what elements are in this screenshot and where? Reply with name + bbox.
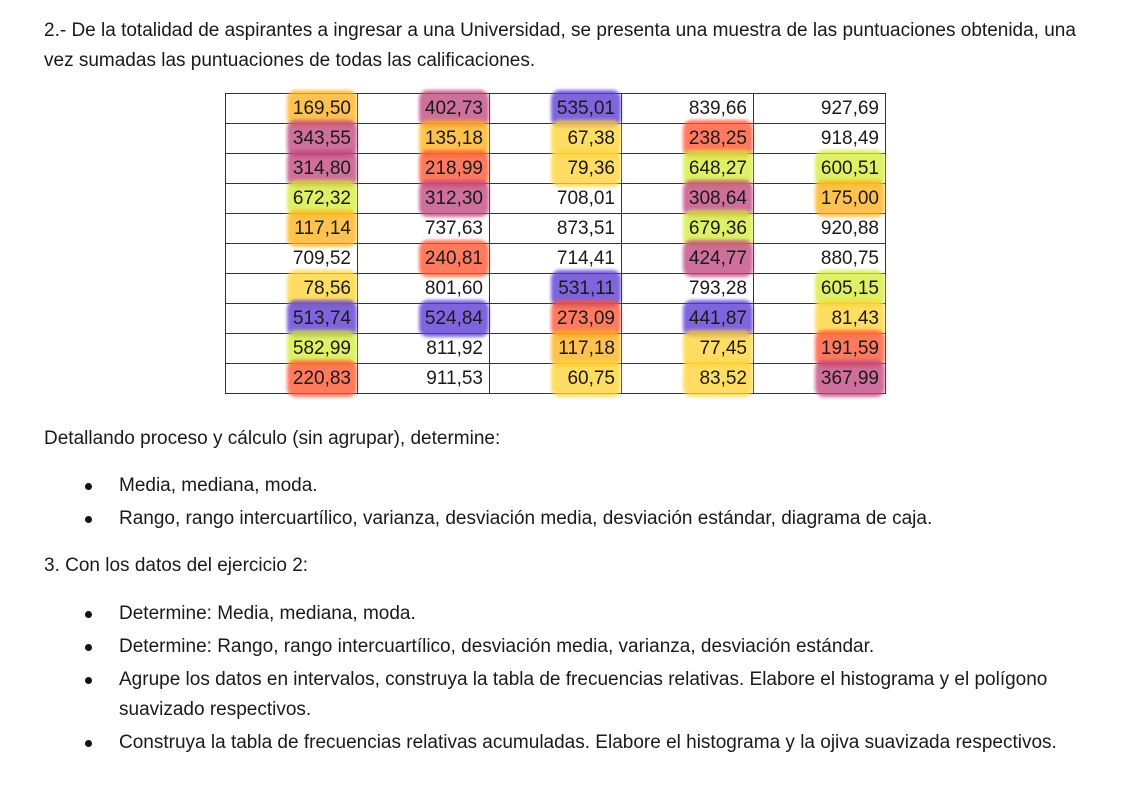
table-row bbox=[226, 184, 886, 214]
table-cell bbox=[754, 94, 886, 124]
table-cell bbox=[622, 304, 754, 334]
table-cell bbox=[754, 274, 886, 304]
table-cell bbox=[622, 244, 754, 274]
table-cell bbox=[754, 124, 886, 154]
list-item: Determine: Media, mediana, moda. bbox=[44, 599, 1104, 629]
table-cell bbox=[226, 154, 358, 184]
table-cell bbox=[226, 94, 358, 124]
cell-value: 441,87 bbox=[688, 308, 747, 329]
cell-value: 873,51 bbox=[556, 218, 615, 239]
scores-table bbox=[225, 93, 886, 394]
table-row bbox=[226, 214, 886, 244]
cell-value: 911,53 bbox=[426, 368, 483, 389]
table-cell bbox=[358, 184, 490, 214]
table-cell bbox=[622, 334, 754, 364]
cell-value: 424,77 bbox=[688, 248, 747, 269]
table-cell bbox=[490, 214, 622, 244]
cell-value: 708,01 bbox=[556, 188, 615, 209]
table-row bbox=[226, 274, 886, 304]
table-cell bbox=[622, 214, 754, 244]
table-cell bbox=[622, 364, 754, 394]
table-cell bbox=[358, 244, 490, 274]
table-cell bbox=[754, 364, 886, 394]
table-cell bbox=[358, 94, 490, 124]
cell-value: 920,88 bbox=[820, 218, 879, 239]
table-cell bbox=[490, 94, 622, 124]
table-cell bbox=[490, 184, 622, 214]
cell-value: 117,14 bbox=[294, 218, 351, 239]
cell-value: 169,50 bbox=[292, 98, 351, 119]
table-row bbox=[226, 94, 886, 124]
cell-value: 811,92 bbox=[426, 338, 483, 359]
table-row bbox=[226, 244, 886, 274]
cell-value: 117,18 bbox=[558, 338, 615, 359]
cell-value: 531,11 bbox=[558, 278, 615, 299]
cell-value: 81,43 bbox=[831, 308, 879, 329]
table-cell bbox=[358, 214, 490, 244]
cell-value: 77,45 bbox=[699, 338, 747, 359]
exercise-2-tasks bbox=[44, 471, 1104, 537]
table-cell bbox=[226, 364, 358, 394]
cell-value: 78,56 bbox=[303, 278, 351, 299]
cell-value: 67,38 bbox=[567, 128, 615, 149]
cell-value: 273,09 bbox=[556, 308, 615, 329]
table-cell bbox=[622, 94, 754, 124]
table-cell bbox=[358, 124, 490, 154]
detail-instruction: Detallando proceso y cálculo (sin agrupar), determine: bbox=[44, 428, 501, 449]
table-cell bbox=[622, 274, 754, 304]
table-cell bbox=[490, 154, 622, 184]
cell-value: 839,66 bbox=[688, 98, 747, 119]
table-cell bbox=[358, 274, 490, 304]
table-cell bbox=[490, 244, 622, 274]
table-cell bbox=[754, 334, 886, 364]
table-cell bbox=[754, 244, 886, 274]
cell-value: 679,36 bbox=[688, 218, 747, 239]
cell-value: 238,25 bbox=[688, 128, 747, 149]
table-cell bbox=[226, 244, 358, 274]
table-cell bbox=[226, 184, 358, 214]
cell-value: 308,64 bbox=[688, 188, 747, 209]
cell-value: 672,32 bbox=[292, 188, 351, 209]
table-row bbox=[226, 154, 886, 184]
cell-value: 240,81 bbox=[424, 248, 483, 269]
cell-value: 709,52 bbox=[292, 248, 351, 269]
cell-value: 648,27 bbox=[688, 158, 747, 179]
list-item: Construya la tabla de frecuencias relativas acumuladas. Elabore el histograma y la ojiva suavizada respectivos. bbox=[44, 728, 1104, 758]
table-cell bbox=[754, 184, 886, 214]
table-cell bbox=[622, 124, 754, 154]
exercise-2-statement: 2.- De la totalidad de aspirantes a ingresar a una Universidad, se presenta una muestra de las puntuaciones obtenida, una vez sumadas las puntuaciones de todas las calificaciones. bbox=[44, 20, 1076, 71]
list-item: Rango, rango intercuartílico, varianza, desviación media, desviación estándar, diagrama de caja. bbox=[44, 504, 1104, 534]
table-row bbox=[226, 124, 886, 154]
cell-value: 793,28 bbox=[688, 278, 747, 299]
exercise-3-tasks bbox=[44, 599, 1104, 761]
table-cell bbox=[754, 304, 886, 334]
table-cell bbox=[226, 214, 358, 244]
table-cell bbox=[490, 274, 622, 304]
table-cell bbox=[358, 304, 490, 334]
cell-value: 582,99 bbox=[292, 338, 351, 359]
cell-value: 600,51 bbox=[820, 158, 879, 179]
cell-value: 218,99 bbox=[424, 158, 483, 179]
cell-value: 918,49 bbox=[820, 128, 879, 149]
table-cell bbox=[490, 124, 622, 154]
cell-value: 83,52 bbox=[699, 368, 747, 389]
table-cell bbox=[226, 274, 358, 304]
table-cell bbox=[754, 154, 886, 184]
table-cell bbox=[622, 184, 754, 214]
table-cell bbox=[490, 364, 622, 394]
cell-value: 220,83 bbox=[292, 368, 351, 389]
list-item: Agrupe los datos en intervalos, construya la tabla de frecuencias relativas. Elabore el histograma y el polígono suavizado respectivos. bbox=[44, 665, 1104, 725]
cell-value: 314,80 bbox=[292, 158, 351, 179]
table-row bbox=[226, 364, 886, 394]
table-cell bbox=[622, 154, 754, 184]
cell-value: 737,63 bbox=[424, 218, 483, 239]
table-row bbox=[226, 334, 886, 364]
cell-value: 367,99 bbox=[820, 368, 879, 389]
cell-value: 605,15 bbox=[820, 278, 879, 299]
cell-value: 402,73 bbox=[424, 98, 483, 119]
exercise-3-heading: 3. Con los datos del ejercicio 2: bbox=[44, 555, 309, 576]
cell-value: 524,84 bbox=[424, 308, 483, 329]
table-cell bbox=[490, 334, 622, 364]
table-cell bbox=[358, 364, 490, 394]
table-cell bbox=[358, 154, 490, 184]
table-cell bbox=[358, 334, 490, 364]
cell-value: 927,69 bbox=[820, 98, 879, 119]
cell-value: 175,00 bbox=[820, 188, 879, 209]
table-cell bbox=[226, 334, 358, 364]
cell-value: 60,75 bbox=[567, 368, 615, 389]
table-cell bbox=[490, 304, 622, 334]
list-item: Determine: Rango, rango intercuartílico, desviación media, varianza, desviación estándar. bbox=[44, 632, 1104, 662]
cell-value: 880,75 bbox=[820, 248, 879, 269]
list-item: Media, mediana, moda. bbox=[44, 471, 1104, 501]
table-row bbox=[226, 304, 886, 334]
cell-value: 714,41 bbox=[556, 248, 615, 269]
cell-value: 312,30 bbox=[424, 188, 483, 209]
table-cell bbox=[754, 214, 886, 244]
cell-value: 513,74 bbox=[292, 308, 351, 329]
cell-value: 535,01 bbox=[556, 98, 615, 119]
table-cell bbox=[226, 124, 358, 154]
cell-value: 801,60 bbox=[424, 278, 483, 299]
cell-value: 191,59 bbox=[820, 338, 879, 359]
cell-value: 135,18 bbox=[424, 128, 483, 149]
table-cell bbox=[226, 304, 358, 334]
cell-value: 343,55 bbox=[292, 128, 351, 149]
cell-value: 79,36 bbox=[567, 158, 615, 179]
